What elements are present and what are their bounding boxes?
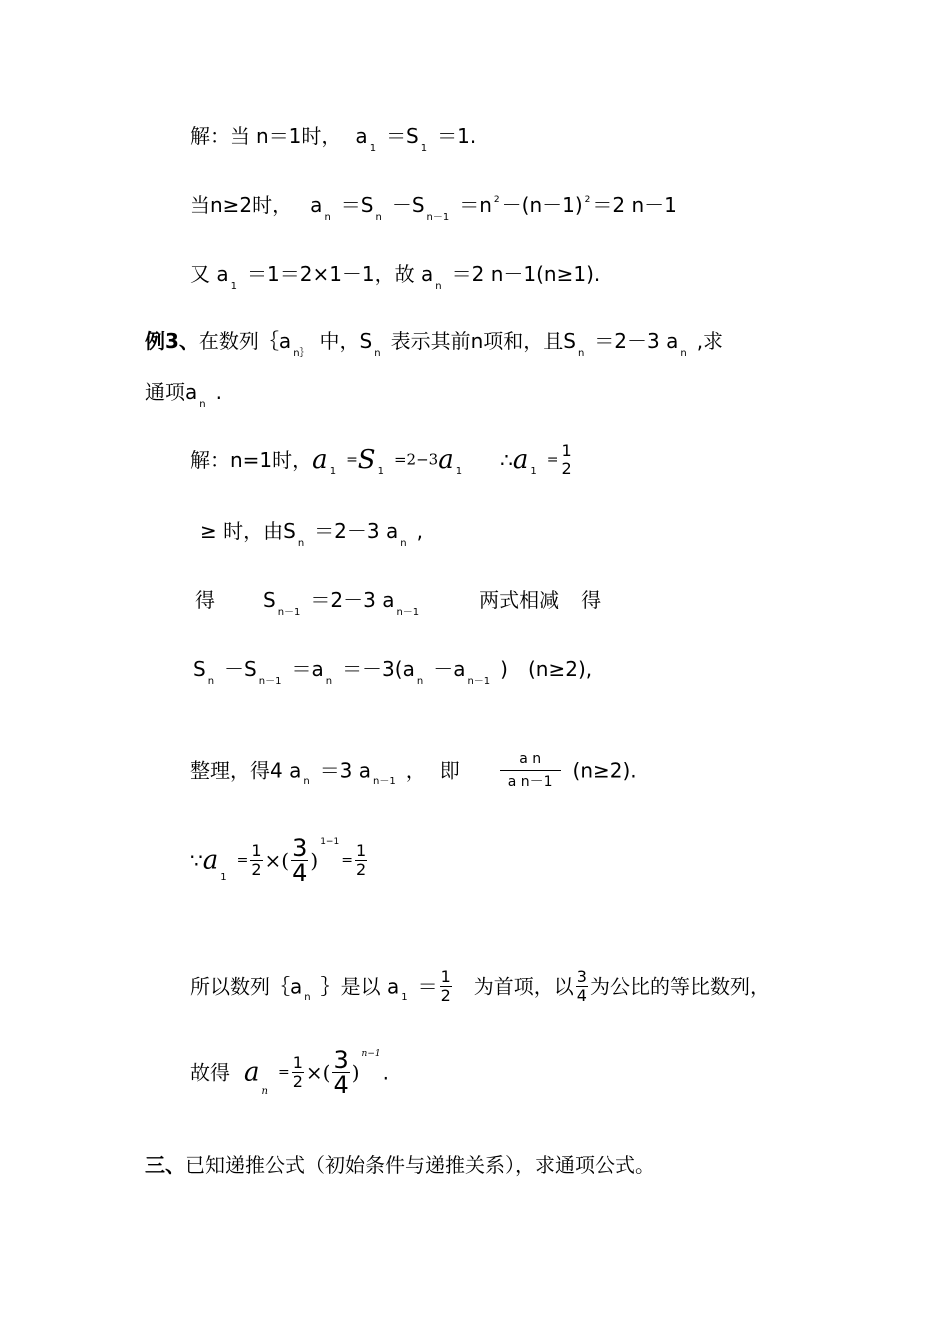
subscript: 1 <box>329 465 337 477</box>
denominator: a n－1 <box>507 774 553 790</box>
subscript: n <box>680 348 687 359</box>
text: －S <box>391 193 425 217</box>
var-a: a <box>312 445 328 475</box>
therefore-symbol: ∴ <box>500 448 513 472</box>
text: 表示其前n项和，且S <box>390 329 576 353</box>
denominator: 4 <box>576 986 587 1005</box>
text: (n≥2). <box>572 758 637 783</box>
line-5 <box>145 380 222 410</box>
fraction <box>250 842 262 879</box>
subscript: n <box>304 992 311 1003</box>
text: =2−3 <box>393 450 439 469</box>
line-2 <box>190 193 677 223</box>
subscript: 1 <box>369 143 377 154</box>
text: ) <box>500 657 508 681</box>
denominator: 4 <box>333 1071 349 1099</box>
denominator: 4 <box>292 859 308 887</box>
fraction <box>500 748 561 793</box>
text: ≥ 时，由S <box>200 519 296 543</box>
text: 解：当 <box>190 124 250 148</box>
line-9 <box>193 657 593 687</box>
text: －(n－1) <box>501 193 583 217</box>
fraction <box>355 842 367 879</box>
text: 所以数列｛a <box>190 974 303 999</box>
text: 故得 <box>190 1060 230 1085</box>
line-12 <box>190 968 770 1005</box>
line-10 <box>190 748 637 793</box>
subscript: 1 <box>401 992 408 1003</box>
subscript: n－1 <box>277 607 301 618</box>
numerator: 1 <box>292 1053 303 1072</box>
subscript: n <box>303 776 310 787</box>
section-label: 三、 <box>145 1153 185 1177</box>
text: ， <box>405 758 426 783</box>
subscript: 1 <box>220 872 227 883</box>
numerator: 1 <box>561 441 572 460</box>
text: 得 <box>581 588 602 612</box>
denominator: 2 <box>355 860 367 879</box>
text: ＝1＝2×1－1，故 a <box>247 262 434 286</box>
text: 整理，得4 a <box>190 758 302 783</box>
text: a <box>355 124 368 148</box>
text: = <box>236 852 249 869</box>
var-S: S <box>357 445 376 475</box>
superscript: 2 <box>493 195 500 205</box>
superscript: n−1 <box>361 1049 381 1059</box>
text: (n≥2), <box>527 657 593 681</box>
text: ＝n <box>459 193 492 217</box>
text: , <box>416 519 423 543</box>
numerator: 1 <box>440 967 451 986</box>
text: . <box>215 380 222 404</box>
text: 已知递推公式（初始条件与递推关系），求通项公式。 <box>185 1153 655 1177</box>
text: 为公比的等比数列， <box>589 974 770 999</box>
text: = <box>546 452 559 468</box>
text: ＝2 n－1(n≥1). <box>451 262 601 286</box>
text: ＝2－3 a <box>310 588 395 612</box>
text: ×( <box>264 848 290 873</box>
text: ＝1时， <box>268 124 342 148</box>
text: ×( <box>305 1060 331 1085</box>
line-3 <box>190 262 601 292</box>
subscript: n－1 <box>373 776 396 787</box>
text: ) <box>351 1060 360 1085</box>
text: = <box>346 452 358 468</box>
denominator: 2 <box>561 459 572 478</box>
line-1 <box>190 124 477 154</box>
text: 为首项，以 <box>473 974 574 999</box>
text: = <box>341 852 353 869</box>
line-7 <box>200 519 423 549</box>
numerator: 1 <box>355 841 367 860</box>
text: 即 <box>439 758 460 783</box>
subscript: n <box>207 676 215 687</box>
text: ＝2 n－1 <box>592 193 677 217</box>
subscript: 1 <box>530 465 537 477</box>
text: 又 a <box>190 262 229 286</box>
numerator: 3 <box>292 834 308 862</box>
subscript: 1 <box>455 465 463 477</box>
subscript: n－1 <box>426 212 450 223</box>
superscript: 2 <box>584 195 591 205</box>
fraction <box>440 968 452 1005</box>
text: ｝是以 a <box>320 974 400 999</box>
text: ＝1. <box>437 124 477 148</box>
text: －S <box>224 657 257 681</box>
text: ＝a <box>291 657 324 681</box>
subscript: 1 <box>377 465 384 477</box>
fraction <box>291 836 308 885</box>
subscript: n <box>325 676 333 687</box>
var-a: a <box>512 445 529 475</box>
text: ＝2－3 a <box>594 329 679 353</box>
var-a: a <box>244 1057 260 1088</box>
subscript: 1 <box>230 281 237 292</box>
denominator: 2 <box>440 986 451 1005</box>
text: ＝ <box>417 974 438 999</box>
numerator: 3 <box>576 967 587 986</box>
subscript: n｝ <box>293 348 310 359</box>
subscript: n <box>324 212 331 223</box>
subscript: n <box>261 1086 268 1097</box>
subscript: n <box>297 538 305 549</box>
subscript: n <box>416 676 424 687</box>
subscript: n <box>577 348 585 359</box>
var-a: a <box>202 845 219 876</box>
numerator: 1 <box>251 841 262 860</box>
text: 通项a <box>145 380 198 404</box>
subscript: n <box>374 348 381 359</box>
subscript: n <box>400 538 407 549</box>
fraction <box>576 968 588 1005</box>
subscript: 1 <box>420 143 428 154</box>
subscript: n <box>435 281 442 292</box>
denominator: 2 <box>251 860 262 879</box>
subscript: n－1 <box>467 676 491 687</box>
text: 在数列｛a <box>198 329 292 353</box>
text: ＝S <box>386 124 419 148</box>
text: 解：n=1时， <box>190 448 313 472</box>
line-11 <box>190 836 369 885</box>
text: S <box>193 657 206 681</box>
text: ,求 <box>696 329 724 353</box>
numerator: a n <box>500 748 561 771</box>
example-label: 例3、 <box>145 329 199 353</box>
text: 得 <box>195 588 215 612</box>
text: a <box>310 193 323 217</box>
subscript: n <box>199 399 206 410</box>
text: n≥2时， <box>210 193 293 217</box>
numerator: 3 <box>333 1046 349 1074</box>
example-3-heading <box>145 329 724 359</box>
superscript: 1−1 <box>320 837 340 847</box>
line-6 <box>190 442 575 478</box>
fraction <box>560 442 572 478</box>
section-3-heading <box>145 1155 655 1175</box>
subscript: n <box>375 212 382 223</box>
subscript: n－1 <box>396 607 420 618</box>
text: －a <box>433 657 466 681</box>
text: n <box>256 124 269 148</box>
fraction <box>332 1048 349 1097</box>
text: 两式相减 <box>479 588 560 612</box>
text: ＝S <box>340 193 374 217</box>
text: S <box>263 588 276 612</box>
text: ＝3 a <box>319 758 372 783</box>
denominator: 2 <box>292 1072 303 1091</box>
var-a: a <box>438 445 454 475</box>
text: ) <box>310 848 319 873</box>
text: 当 <box>190 193 210 217</box>
line-13 <box>190 1048 389 1097</box>
subscript: n－1 <box>258 676 282 687</box>
text: ＝－3(a <box>342 657 415 681</box>
text: = <box>277 1064 290 1081</box>
text: . <box>382 1060 389 1085</box>
line-8 <box>195 588 602 618</box>
text: ＝2－3 a <box>314 519 399 543</box>
text: 中，S <box>319 329 373 353</box>
fraction <box>292 1054 304 1091</box>
because-symbol: ∵ <box>190 848 203 873</box>
